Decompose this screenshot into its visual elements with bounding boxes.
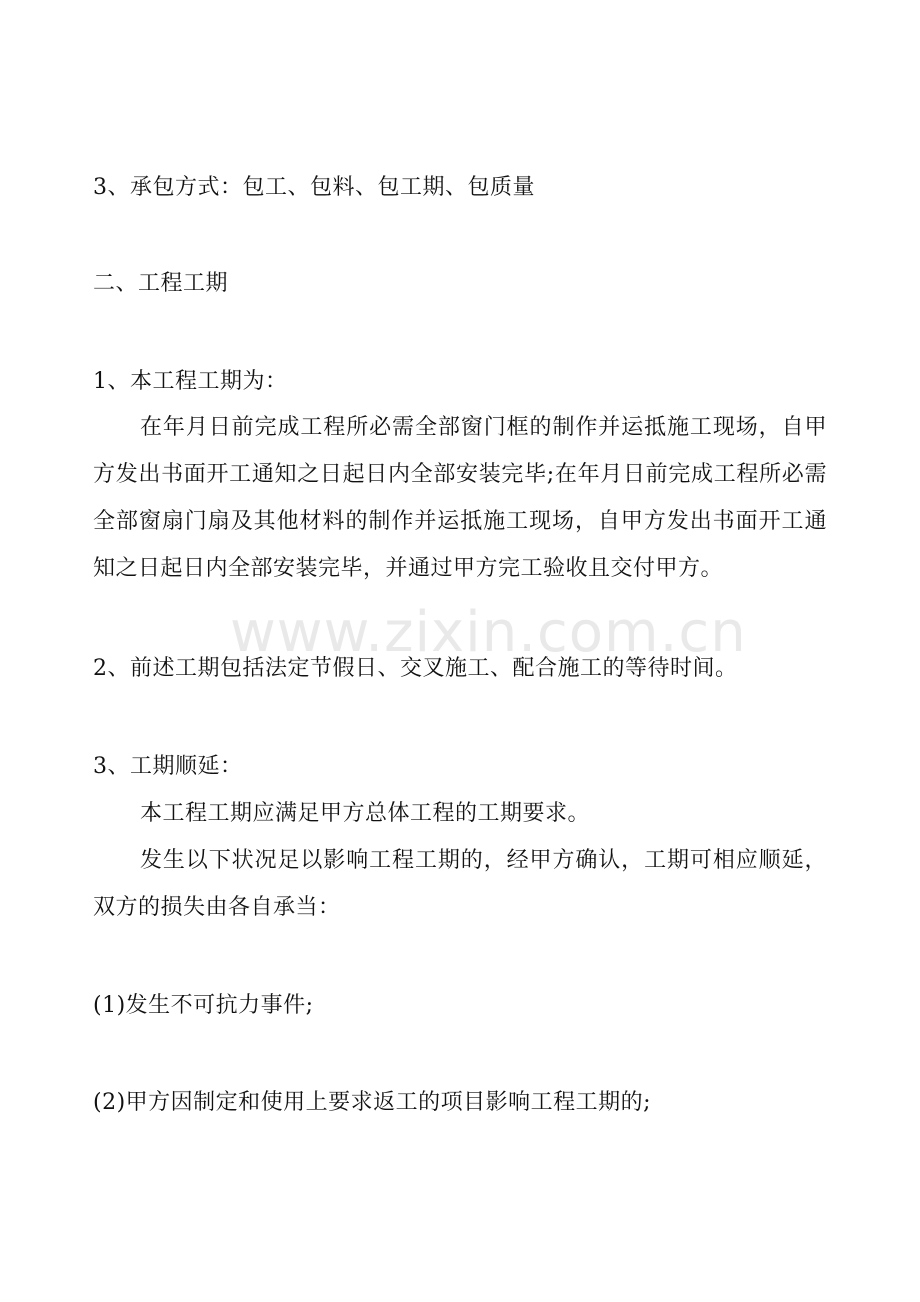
contract-mode-line: 3、承包方式：包工、包料、包工期、包质量 bbox=[93, 175, 535, 200]
item2-line: 2、前述工期包括法定节假日、交叉施工、配合施工的等待时间。 bbox=[93, 656, 738, 681]
item1-title: 1、本工程工期为： bbox=[93, 369, 288, 394]
item3-paragraph-2: 发生以下状况足以影响工程工期的，经甲方确认，工期可相应顺延，双方的损失由各自承当： bbox=[93, 848, 827, 920]
section-heading-schedule: 二、工程工期 bbox=[93, 271, 229, 296]
sub-item-2: (2)甲方因制定和使用上要求返工的项目影响工程工期的; bbox=[93, 1090, 652, 1115]
item3-paragraph-1: 本工程工期应满足甲方总体工程的工期要求。 bbox=[140, 801, 591, 826]
watermark: www.zixin.com.cn bbox=[230, 600, 747, 665]
sub-item-1: (1)发生不可抗力事件; bbox=[93, 993, 314, 1018]
item1-paragraph: 在年月日前完成工程所必需全部窗门框的制作并运抵施工现场，自甲方发出书面开工通知之日起日内全部安装完毕;在年月日前完成工程所必需全部窗扇门扇及其他材料的制作并运抵施工现场，自甲方发出书面开工通知之日起日内全部安装完毕，并通过甲方完工验收且交付甲方。 bbox=[93, 415, 827, 581]
item3-title: 3、工期顺延： bbox=[93, 754, 243, 779]
